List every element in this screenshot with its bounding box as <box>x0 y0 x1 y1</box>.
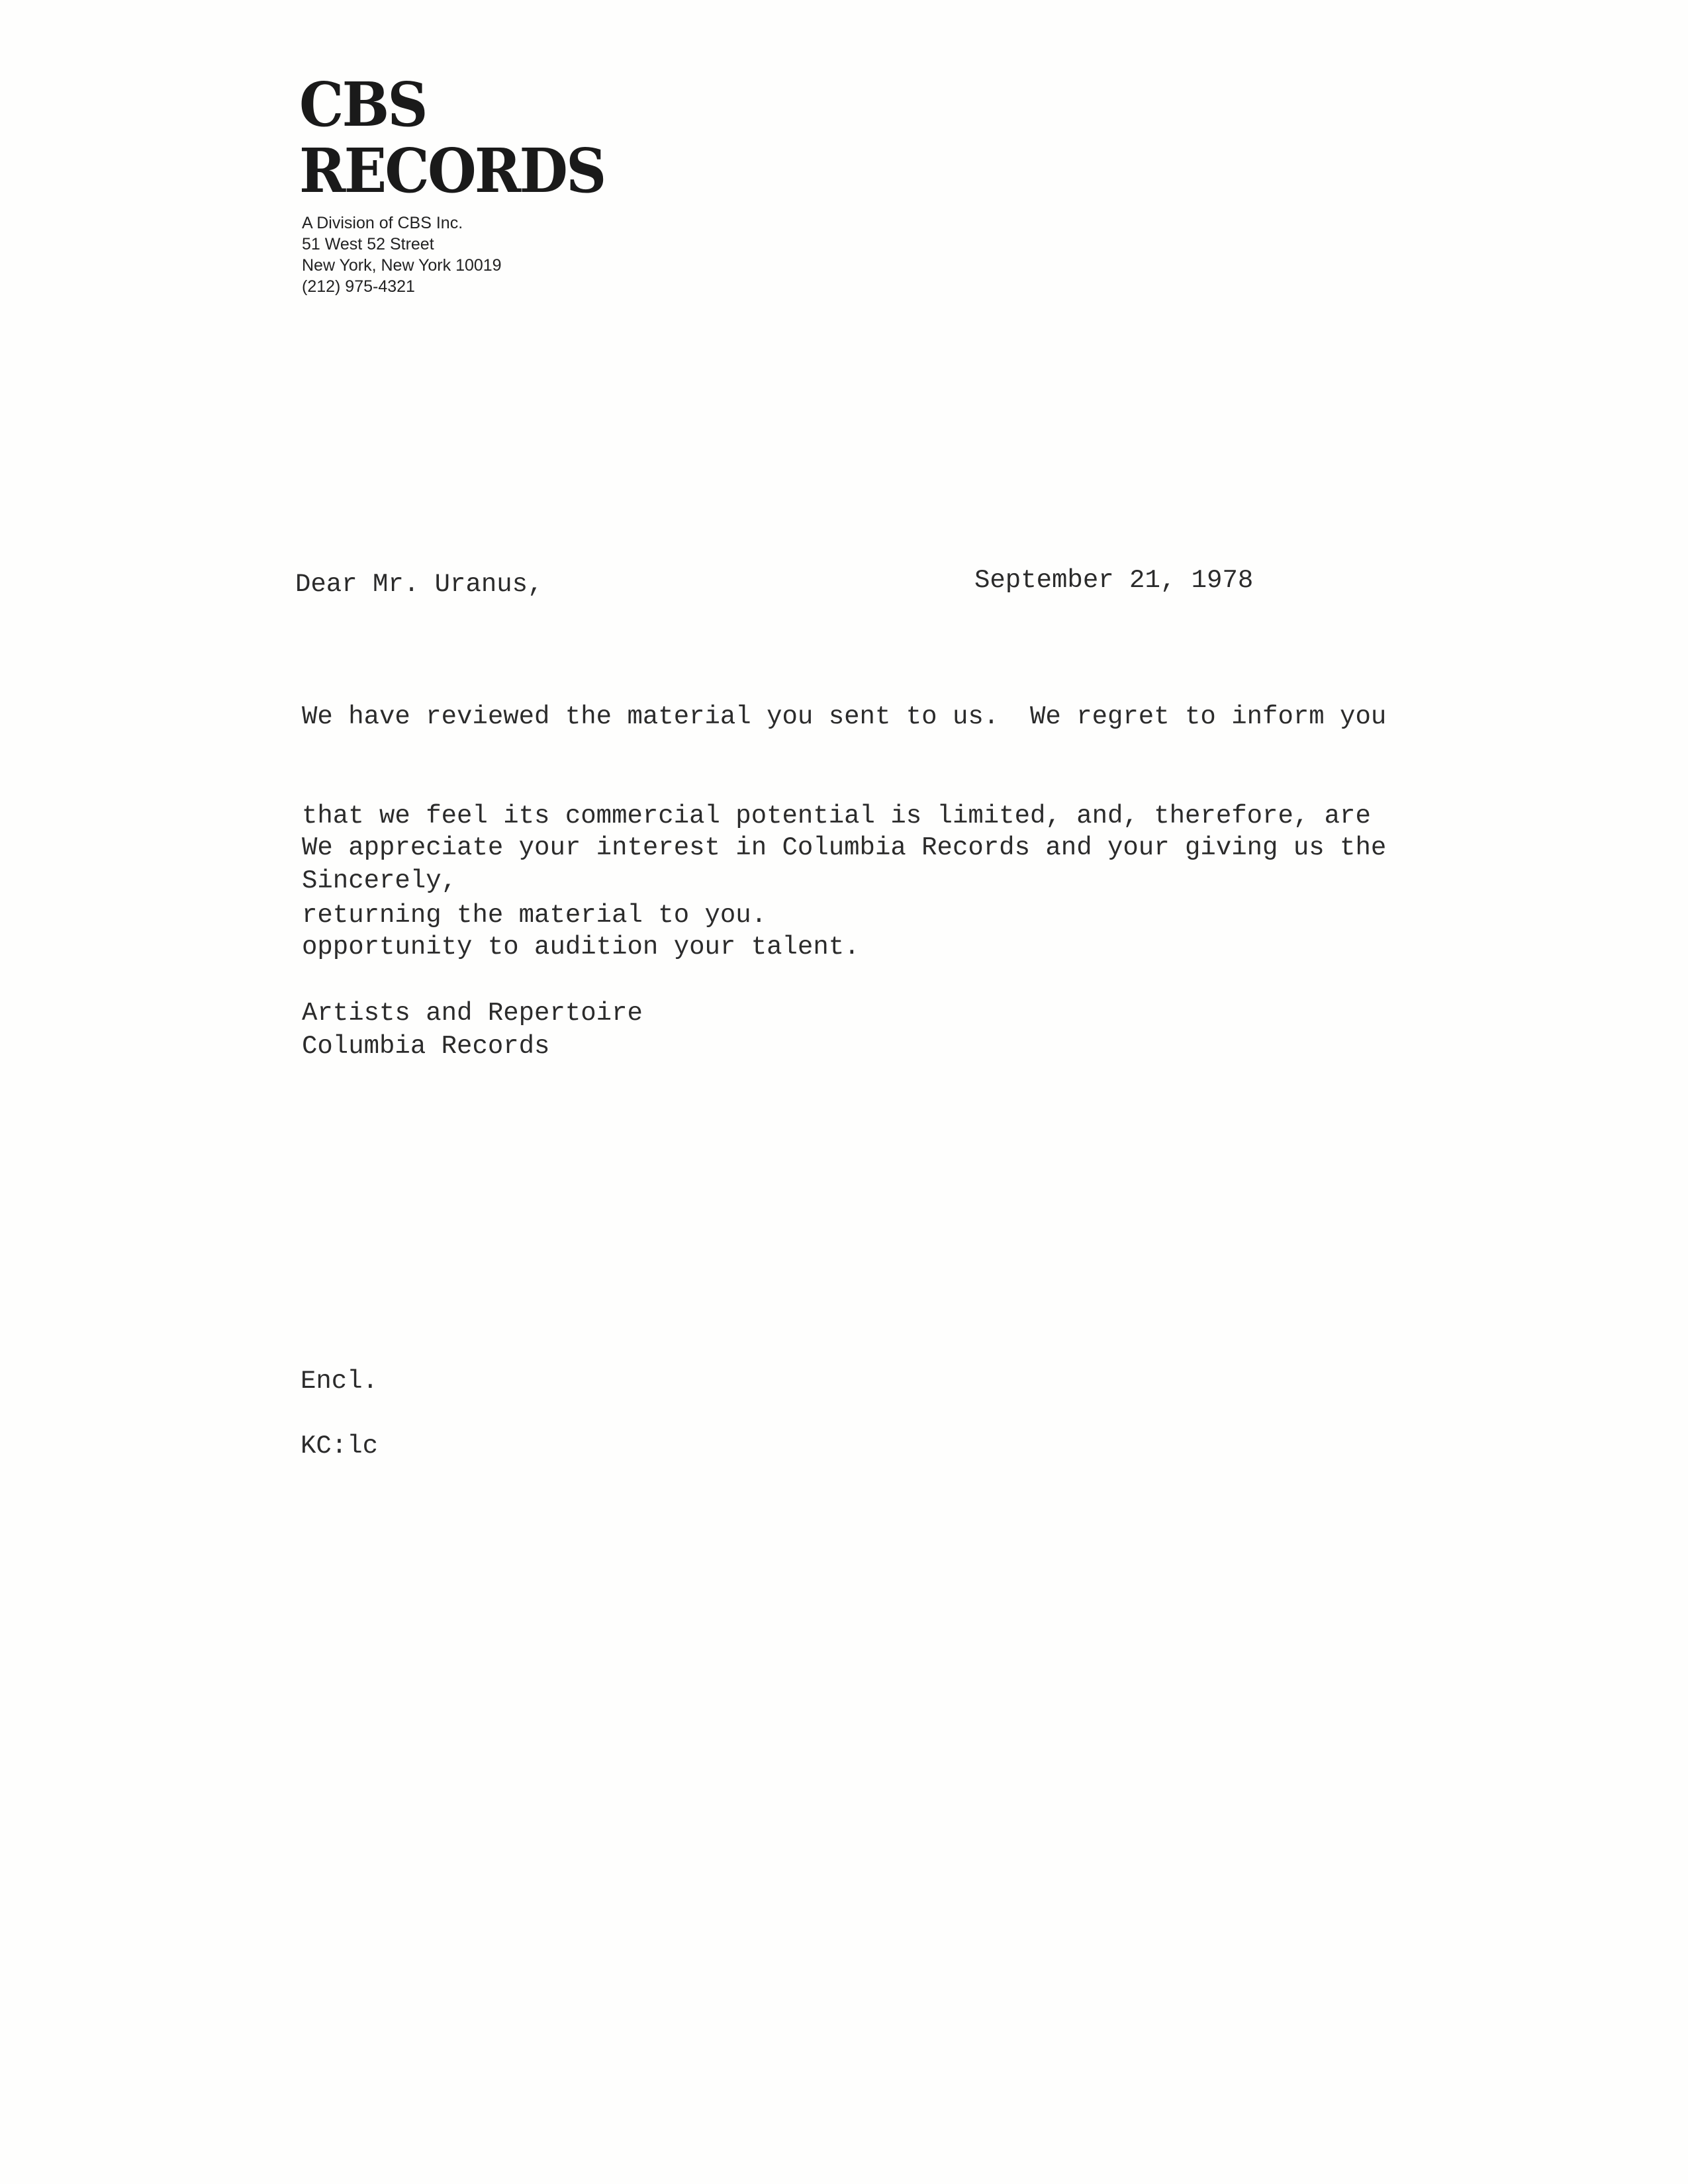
letterhead-phone: (212) 975-4321 <box>302 277 415 296</box>
letterhead-city: New York, New York 10019 <box>302 256 502 275</box>
paragraph-2-line: opportunity to audition your talent. <box>302 933 860 962</box>
paragraph-2-line: We appreciate your interest in Columbia Records and your giving us the <box>302 833 1387 862</box>
logo-cbs: CBS <box>299 69 426 140</box>
letterhead-division: A Division of CBS Inc. <box>302 214 463 232</box>
salutation: Dear Mr. Uranus, <box>295 570 543 599</box>
signature-department: Artists and Repertoire <box>302 999 643 1028</box>
enclosure-note: Encl. <box>301 1367 379 1396</box>
reference-initials: KC:lc <box>301 1432 379 1461</box>
signature-company: Columbia Records <box>302 1032 550 1061</box>
letter-date: September 21, 1978 <box>974 566 1254 595</box>
letterhead-street: 51 West 52 Street <box>302 235 434 253</box>
logo-records: RECORDS <box>299 135 605 206</box>
paragraph-1-line: We have reviewed the material you sent to us. We regret to inform you <box>302 702 1387 731</box>
paragraph-1-line: returning the material to you. <box>302 901 767 930</box>
closing: Sincerely, <box>302 866 457 895</box>
paragraph-2 <box>302 765 1386 1030</box>
paragraph-1-line: that we feel its commercial potential is limited, and, therefore, are <box>302 801 1371 831</box>
